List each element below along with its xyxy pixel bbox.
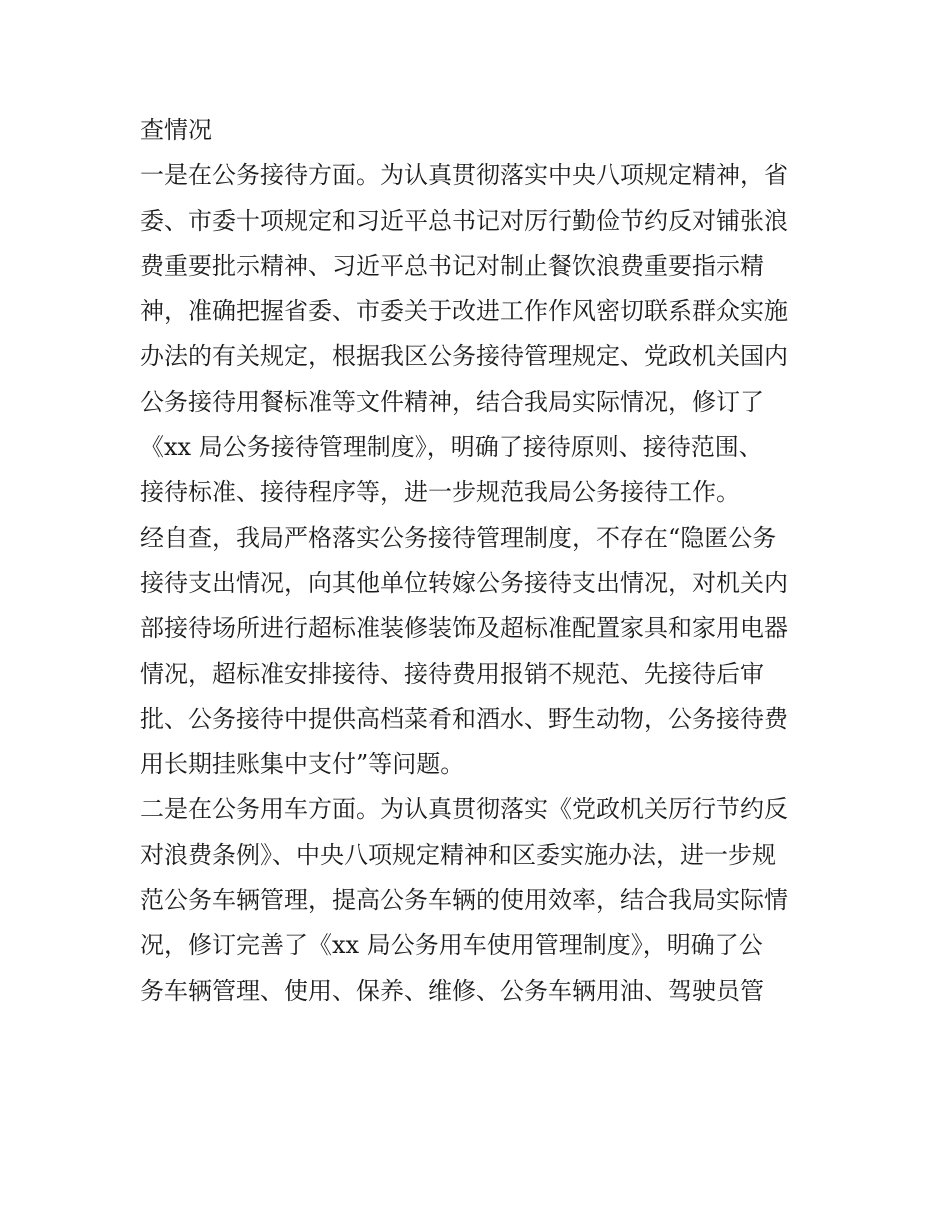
body-text	[140, 108, 830, 1014]
paragraph-line: 务车辆管理、使用、保养、维修、公务车辆用油、驾驶员管	[140, 976, 764, 1005]
paragraph-line: 神，准确把握省委、市委关于改进工作作风密切联系群众实施	[140, 297, 788, 326]
paragraph-line: 情况，超标准安排接待、接待费用报销不规范、先接待后审	[140, 659, 764, 688]
paragraph-line: 接待支出情况，向其他单位转嫁公务接待支出情况，对机关内	[140, 568, 788, 597]
section-heading-line: 查情况	[140, 116, 212, 144]
paragraph-line: 《xx 局公务接待管理制度》，明确了接待原则、接待范围、	[140, 433, 763, 462]
paragraph-line: 部接待场所进行超标准装修装饰及超标准配置家具和家用电器	[140, 614, 788, 643]
paragraph-line: 办法的有关规定，根据我区公务接待管理规定、党政机关国内	[140, 342, 788, 371]
paragraph-line: 二是在公务用车方面。为认真贯彻落实《党政机关厉行节约反	[140, 795, 788, 824]
paragraph-line: 公务接待用餐标准等文件精神，结合我局实际情况，修订了	[140, 387, 764, 416]
paragraph-line: 批、公务接待中提供高档菜肴和酒水、野生动物，公务接待费	[140, 704, 788, 733]
paragraph-line: 一是在公务接待方面。为认真贯彻落实中央八项规定精神，省	[140, 161, 788, 190]
paragraph-line: 范公务车辆管理，提高公务车辆的使用效率，结合我局实际情	[140, 886, 788, 915]
paragraph-line: 费重要批示精神、习近平总书记对制止餐饮浪费重要指示精	[140, 251, 764, 280]
paragraph-line: 委、市委十项规定和习近平总书记对厉行勤俭节约反对铺张浪	[140, 206, 788, 235]
paragraph-line: 对浪费条例》、中央八项规定精神和区委实施办法，进一步规	[140, 840, 776, 869]
paragraph-line: 用长期挂账集中支付”等问题。	[140, 750, 465, 779]
paragraph-line: 接待标准、接待程序等，进一步规范我局公务接待工作。	[140, 478, 740, 507]
paragraph-line: 况，修订完善了《xx 局公务用车使用管理制度》，明确了公	[140, 931, 763, 960]
paragraph-line: 经自查，我局严格落实公务接待管理制度，不存在“隐匿公务	[140, 523, 777, 552]
